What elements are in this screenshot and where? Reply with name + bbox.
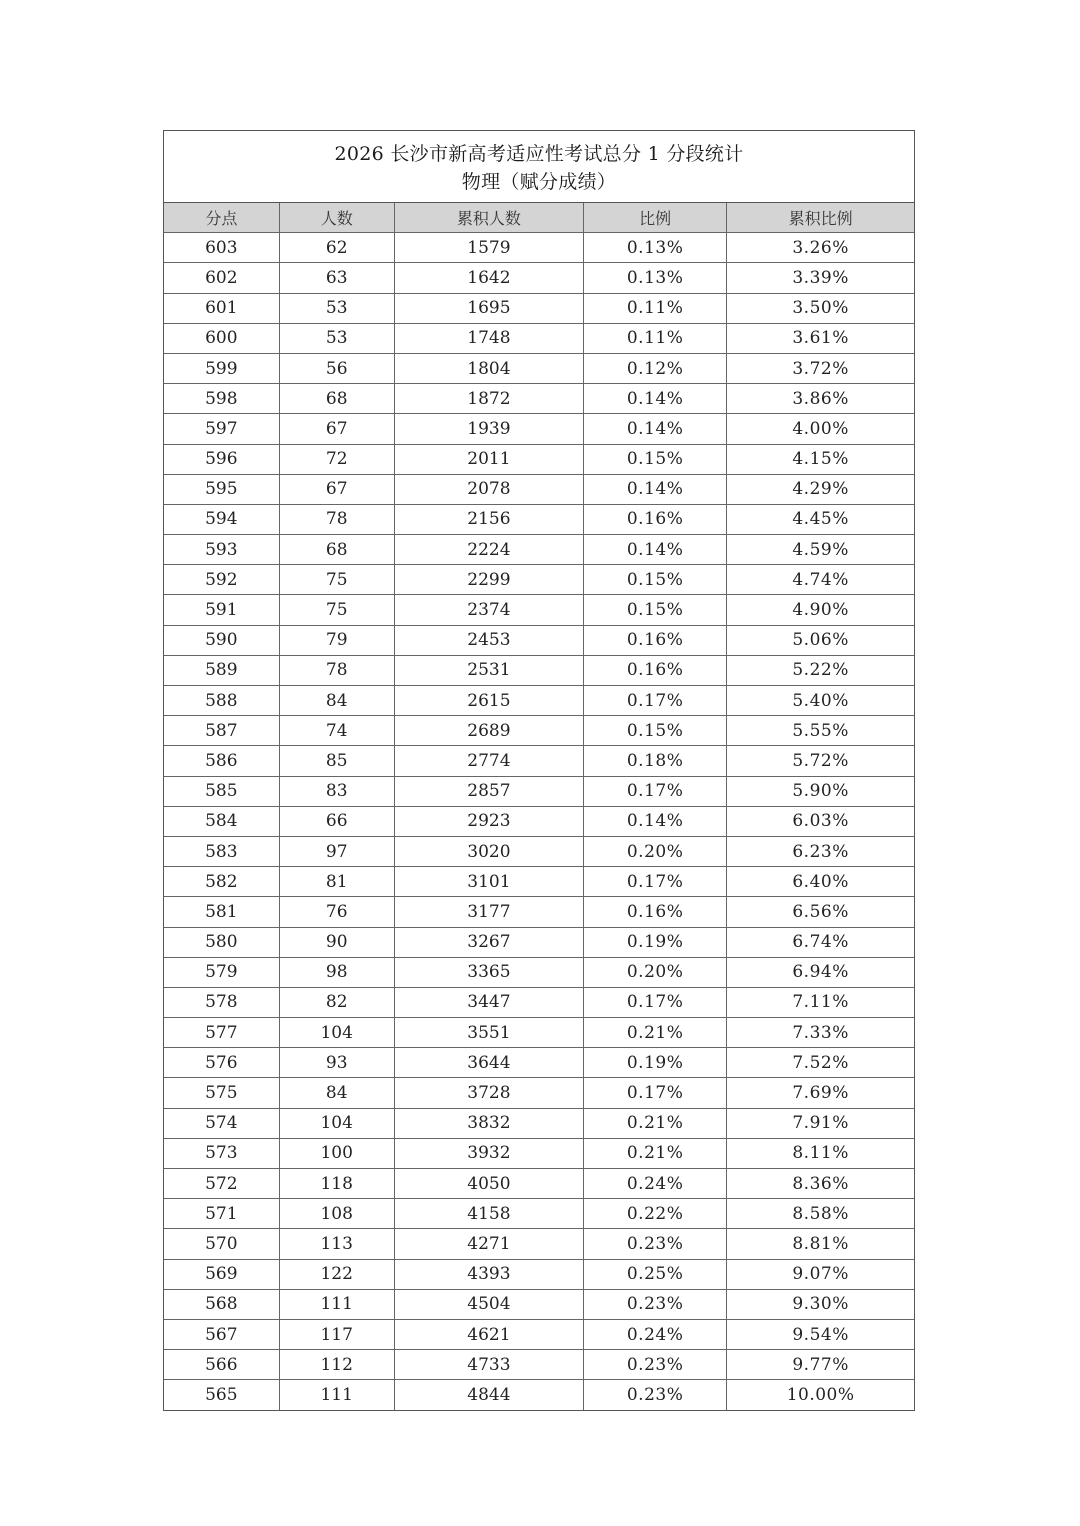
cell-count: 108 bbox=[279, 1199, 394, 1229]
cell-cumulative-ratio: 9.77% bbox=[727, 1350, 914, 1380]
cell-cumulative-count: 4733 bbox=[394, 1350, 583, 1380]
cell-cumulative-count: 3020 bbox=[394, 836, 583, 866]
cell-cumulative-count: 1804 bbox=[394, 353, 583, 383]
table-row bbox=[164, 1169, 914, 1199]
cell-cumulative-count: 4158 bbox=[394, 1199, 583, 1229]
cell-cumulative-count: 2923 bbox=[394, 806, 583, 836]
cell-cumulative-count: 2689 bbox=[394, 716, 583, 746]
cell-cumulative-count: 4271 bbox=[394, 1229, 583, 1259]
cell-count: 113 bbox=[279, 1229, 394, 1259]
cell-cumulative-count: 2156 bbox=[394, 504, 583, 534]
cell-ratio: 0.14% bbox=[584, 474, 727, 504]
cell-ratio: 0.15% bbox=[584, 595, 727, 625]
cell-cumulative-count: 2374 bbox=[394, 595, 583, 625]
cell-score: 580 bbox=[164, 927, 279, 957]
cell-cumulative-count: 3932 bbox=[394, 1138, 583, 1168]
cell-score: 596 bbox=[164, 444, 279, 474]
cell-cumulative-ratio: 4.29% bbox=[727, 474, 914, 504]
cell-count: 63 bbox=[279, 263, 394, 293]
cell-cumulative-count: 2615 bbox=[394, 686, 583, 716]
cell-cumulative-count: 1695 bbox=[394, 293, 583, 323]
table-row bbox=[164, 897, 914, 927]
table-row bbox=[164, 293, 914, 323]
cell-cumulative-ratio: 4.45% bbox=[727, 504, 914, 534]
cell-cumulative-ratio: 6.03% bbox=[727, 806, 914, 836]
cell-ratio: 0.14% bbox=[584, 414, 727, 444]
table-row bbox=[164, 867, 914, 897]
cell-count: 84 bbox=[279, 1078, 394, 1108]
table-row bbox=[164, 323, 914, 353]
table-row bbox=[164, 1138, 914, 1168]
table-row bbox=[164, 1229, 914, 1259]
cell-count: 100 bbox=[279, 1138, 394, 1168]
cell-score: 570 bbox=[164, 1229, 279, 1259]
table-row bbox=[164, 1199, 914, 1229]
cell-cumulative-count: 1872 bbox=[394, 384, 583, 414]
table-row bbox=[164, 655, 914, 685]
cell-cumulative-ratio: 3.26% bbox=[727, 233, 914, 263]
cell-score: 571 bbox=[164, 1199, 279, 1229]
cell-score: 581 bbox=[164, 897, 279, 927]
table-row bbox=[164, 504, 914, 534]
cell-ratio: 0.17% bbox=[584, 987, 727, 1017]
score-table bbox=[164, 203, 914, 1410]
cell-cumulative-ratio: 6.94% bbox=[727, 957, 914, 987]
cell-score: 578 bbox=[164, 987, 279, 1017]
cell-ratio: 0.11% bbox=[584, 293, 727, 323]
cell-ratio: 0.16% bbox=[584, 504, 727, 534]
cell-count: 83 bbox=[279, 776, 394, 806]
cell-count: 74 bbox=[279, 716, 394, 746]
cell-cumulative-ratio: 7.69% bbox=[727, 1078, 914, 1108]
cell-ratio: 0.20% bbox=[584, 836, 727, 866]
cell-ratio: 0.11% bbox=[584, 323, 727, 353]
cell-cumulative-ratio: 6.23% bbox=[727, 836, 914, 866]
cell-count: 75 bbox=[279, 565, 394, 595]
cell-count: 67 bbox=[279, 474, 394, 504]
table-header-row bbox=[164, 203, 914, 233]
table-row bbox=[164, 1380, 914, 1410]
cell-cumulative-ratio: 7.33% bbox=[727, 1018, 914, 1048]
cell-cumulative-ratio: 6.74% bbox=[727, 927, 914, 957]
table-row bbox=[164, 927, 914, 957]
cell-cumulative-count: 2453 bbox=[394, 625, 583, 655]
cell-cumulative-ratio: 5.06% bbox=[727, 625, 914, 655]
cell-count: 111 bbox=[279, 1289, 394, 1319]
cell-cumulative-count: 2224 bbox=[394, 535, 583, 565]
cell-score: 574 bbox=[164, 1108, 279, 1138]
cell-cumulative-count: 2011 bbox=[394, 444, 583, 474]
cell-score: 590 bbox=[164, 625, 279, 655]
cell-count: 56 bbox=[279, 353, 394, 383]
cell-cumulative-ratio: 5.40% bbox=[727, 686, 914, 716]
cell-cumulative-count: 2078 bbox=[394, 474, 583, 504]
table-row bbox=[164, 1108, 914, 1138]
cell-count: 122 bbox=[279, 1259, 394, 1289]
cell-cumulative-ratio: 8.81% bbox=[727, 1229, 914, 1259]
cell-cumulative-ratio: 5.90% bbox=[727, 776, 914, 806]
cell-ratio: 0.25% bbox=[584, 1259, 727, 1289]
cell-count: 93 bbox=[279, 1048, 394, 1078]
cell-ratio: 0.23% bbox=[584, 1229, 727, 1259]
cell-count: 68 bbox=[279, 535, 394, 565]
cell-ratio: 0.23% bbox=[584, 1350, 727, 1380]
cell-ratio: 0.22% bbox=[584, 1199, 727, 1229]
document-subtitle: 物理（赋分成绩） bbox=[461, 170, 617, 193]
cell-cumulative-ratio: 8.36% bbox=[727, 1169, 914, 1199]
title-block bbox=[164, 131, 914, 203]
cell-cumulative-count: 2531 bbox=[394, 655, 583, 685]
cell-count: 81 bbox=[279, 867, 394, 897]
score-distribution-sheet bbox=[163, 130, 915, 1411]
table-row bbox=[164, 957, 914, 987]
cell-score: 582 bbox=[164, 867, 279, 897]
cell-cumulative-count: 4504 bbox=[394, 1289, 583, 1319]
cell-ratio: 0.18% bbox=[584, 746, 727, 776]
cell-cumulative-ratio: 3.50% bbox=[727, 293, 914, 323]
table-row bbox=[164, 535, 914, 565]
cell-score: 583 bbox=[164, 836, 279, 866]
cell-ratio: 0.17% bbox=[584, 776, 727, 806]
table-row bbox=[164, 353, 914, 383]
cell-score: 593 bbox=[164, 535, 279, 565]
cell-count: 53 bbox=[279, 293, 394, 323]
header-cumulative-count: 累积人数 bbox=[394, 203, 583, 233]
cell-ratio: 0.16% bbox=[584, 897, 727, 927]
cell-count: 53 bbox=[279, 323, 394, 353]
cell-ratio: 0.24% bbox=[584, 1319, 727, 1349]
table-row bbox=[164, 806, 914, 836]
cell-score: 592 bbox=[164, 565, 279, 595]
cell-ratio: 0.16% bbox=[584, 625, 727, 655]
table-row bbox=[164, 776, 914, 806]
cell-count: 112 bbox=[279, 1350, 394, 1380]
header-ratio: 比例 bbox=[584, 203, 727, 233]
cell-count: 104 bbox=[279, 1018, 394, 1048]
cell-cumulative-ratio: 3.72% bbox=[727, 353, 914, 383]
cell-count: 98 bbox=[279, 957, 394, 987]
cell-ratio: 0.17% bbox=[584, 867, 727, 897]
table-row bbox=[164, 565, 914, 595]
table-row bbox=[164, 444, 914, 474]
cell-ratio: 0.24% bbox=[584, 1169, 727, 1199]
cell-score: 588 bbox=[164, 686, 279, 716]
cell-cumulative-count: 3447 bbox=[394, 987, 583, 1017]
cell-cumulative-ratio: 8.58% bbox=[727, 1199, 914, 1229]
cell-score: 598 bbox=[164, 384, 279, 414]
table-row bbox=[164, 414, 914, 444]
cell-ratio: 0.14% bbox=[584, 384, 727, 414]
table-row bbox=[164, 233, 914, 263]
cell-ratio: 0.20% bbox=[584, 957, 727, 987]
cell-cumulative-count: 1579 bbox=[394, 233, 583, 263]
cell-count: 85 bbox=[279, 746, 394, 776]
cell-score: 585 bbox=[164, 776, 279, 806]
cell-ratio: 0.12% bbox=[584, 353, 727, 383]
table-row bbox=[164, 1350, 914, 1380]
cell-cumulative-count: 1748 bbox=[394, 323, 583, 353]
cell-score: 577 bbox=[164, 1018, 279, 1048]
cell-cumulative-ratio: 8.11% bbox=[727, 1138, 914, 1168]
header-cumulative-ratio: 累积比例 bbox=[727, 203, 914, 233]
cell-score: 568 bbox=[164, 1289, 279, 1319]
cell-cumulative-ratio: 6.40% bbox=[727, 867, 914, 897]
cell-cumulative-ratio: 3.39% bbox=[727, 263, 914, 293]
cell-cumulative-ratio: 6.56% bbox=[727, 897, 914, 927]
table-row bbox=[164, 595, 914, 625]
table-row bbox=[164, 716, 914, 746]
cell-score: 576 bbox=[164, 1048, 279, 1078]
cell-count: 62 bbox=[279, 233, 394, 263]
table-row bbox=[164, 1289, 914, 1319]
cell-cumulative-count: 3644 bbox=[394, 1048, 583, 1078]
table-row bbox=[164, 1259, 914, 1289]
cell-count: 111 bbox=[279, 1380, 394, 1410]
cell-ratio: 0.19% bbox=[584, 1048, 727, 1078]
cell-cumulative-count: 4621 bbox=[394, 1319, 583, 1349]
table-body bbox=[164, 233, 914, 1410]
cell-cumulative-ratio: 4.59% bbox=[727, 535, 914, 565]
cell-ratio: 0.17% bbox=[584, 1078, 727, 1108]
cell-score: 594 bbox=[164, 504, 279, 534]
cell-count: 78 bbox=[279, 655, 394, 685]
cell-ratio: 0.15% bbox=[584, 444, 727, 474]
cell-cumulative-count: 3267 bbox=[394, 927, 583, 957]
cell-count: 67 bbox=[279, 414, 394, 444]
cell-score: 597 bbox=[164, 414, 279, 444]
cell-cumulative-ratio: 4.90% bbox=[727, 595, 914, 625]
cell-score: 565 bbox=[164, 1380, 279, 1410]
cell-count: 84 bbox=[279, 686, 394, 716]
cell-count: 78 bbox=[279, 504, 394, 534]
table-row bbox=[164, 987, 914, 1017]
cell-cumulative-count: 4393 bbox=[394, 1259, 583, 1289]
cell-cumulative-ratio: 10.00% bbox=[786, 1384, 855, 1405]
cell-ratio: 0.16% bbox=[584, 655, 727, 685]
cell-count: 97 bbox=[279, 836, 394, 866]
cell-cumulative-count: 2299 bbox=[394, 565, 583, 595]
cell-count: 66 bbox=[279, 806, 394, 836]
cell-ratio: 0.13% bbox=[584, 263, 727, 293]
cell-score: 600 bbox=[164, 323, 279, 353]
table-row bbox=[164, 263, 914, 293]
cell-count: 76 bbox=[279, 897, 394, 927]
header-score: 分点 bbox=[164, 203, 279, 233]
cell-count: 68 bbox=[279, 384, 394, 414]
cell-ratio: 0.14% bbox=[584, 535, 727, 565]
cell-cumulative-ratio: 4.15% bbox=[727, 444, 914, 474]
cell-cumulative-ratio: 7.11% bbox=[727, 987, 914, 1017]
table-row bbox=[164, 1048, 914, 1078]
cell-score: 589 bbox=[164, 655, 279, 685]
cell-count: 79 bbox=[279, 625, 394, 655]
cell-ratio: 0.17% bbox=[584, 686, 727, 716]
cell-ratio: 0.23% bbox=[584, 1380, 727, 1410]
cell-cumulative-count: 1642 bbox=[394, 263, 583, 293]
cell-count: 82 bbox=[279, 987, 394, 1017]
cell-score: 579 bbox=[164, 957, 279, 987]
cell-cumulative-ratio: 7.52% bbox=[727, 1048, 914, 1078]
cell-cumulative-count: 3551 bbox=[394, 1018, 583, 1048]
cell-count: 117 bbox=[279, 1319, 394, 1349]
cell-score: 566 bbox=[164, 1350, 279, 1380]
cell-cumulative-ratio: 3.86% bbox=[727, 384, 914, 414]
cell-score: 599 bbox=[164, 353, 279, 383]
cell-cumulative-count: 4050 bbox=[394, 1169, 583, 1199]
table-row bbox=[164, 746, 914, 776]
cell-score: 587 bbox=[164, 716, 279, 746]
cell-ratio: 0.15% bbox=[584, 565, 727, 595]
table-row bbox=[164, 1078, 914, 1108]
cell-score: 602 bbox=[164, 263, 279, 293]
cell-cumulative-ratio: 9.07% bbox=[727, 1259, 914, 1289]
cell-score: 586 bbox=[164, 746, 279, 776]
cell-cumulative-count: 4844 bbox=[394, 1380, 583, 1410]
cell-cumulative-count: 3177 bbox=[394, 897, 583, 927]
cell-cumulative-ratio: 5.72% bbox=[727, 746, 914, 776]
table-row bbox=[164, 1319, 914, 1349]
cell-cumulative-ratio: 3.61% bbox=[727, 323, 914, 353]
cell-count: 104 bbox=[279, 1108, 394, 1138]
table-row bbox=[164, 474, 914, 504]
document-title: 2026 长沙市新高考适应性考试总分 1 分段统计 bbox=[334, 142, 744, 165]
table-row bbox=[164, 625, 914, 655]
table-row bbox=[164, 384, 914, 414]
cell-cumulative-ratio: 9.54% bbox=[727, 1319, 914, 1349]
cell-ratio: 0.21% bbox=[584, 1018, 727, 1048]
cell-cumulative-ratio: 7.91% bbox=[727, 1108, 914, 1138]
cell-score: 575 bbox=[164, 1078, 279, 1108]
cell-score: 573 bbox=[164, 1138, 279, 1168]
cell-score: 595 bbox=[164, 474, 279, 504]
cell-cumulative-count: 2774 bbox=[394, 746, 583, 776]
cell-cumulative-count: 2857 bbox=[394, 776, 583, 806]
cell-cumulative-count: 3832 bbox=[394, 1108, 583, 1138]
cell-ratio: 0.19% bbox=[584, 927, 727, 957]
cell-cumulative-count: 3101 bbox=[394, 867, 583, 897]
cell-cumulative-ratio: 5.22% bbox=[727, 655, 914, 685]
cell-score: 603 bbox=[164, 233, 279, 263]
cell-cumulative-ratio: 5.55% bbox=[727, 716, 914, 746]
cell-score: 601 bbox=[164, 293, 279, 323]
header-count: 人数 bbox=[279, 203, 394, 233]
cell-score: 572 bbox=[164, 1169, 279, 1199]
cell-count: 75 bbox=[279, 595, 394, 625]
cell-count: 72 bbox=[279, 444, 394, 474]
cell-cumulative-ratio: 4.00% bbox=[727, 414, 914, 444]
cell-cumulative-count: 3365 bbox=[394, 957, 583, 987]
cell-ratio: 0.23% bbox=[584, 1289, 727, 1319]
cell-ratio: 0.13% bbox=[584, 233, 727, 263]
table-row bbox=[164, 1018, 914, 1048]
cell-cumulative-ratio: 4.74% bbox=[727, 565, 914, 595]
cell-score: 569 bbox=[164, 1259, 279, 1289]
table-row bbox=[164, 836, 914, 866]
cell-ratio: 0.15% bbox=[584, 716, 727, 746]
cell-count: 118 bbox=[279, 1169, 394, 1199]
cell-score: 584 bbox=[164, 806, 279, 836]
table-row bbox=[164, 686, 914, 716]
cell-ratio: 0.21% bbox=[584, 1138, 727, 1168]
cell-cumulative-ratio: 9.30% bbox=[727, 1289, 914, 1319]
cell-ratio: 0.14% bbox=[584, 806, 727, 836]
cell-cumulative-count: 3728 bbox=[394, 1078, 583, 1108]
cell-score: 591 bbox=[164, 595, 279, 625]
cell-count: 90 bbox=[279, 927, 394, 957]
cell-ratio: 0.21% bbox=[584, 1108, 727, 1138]
cell-score: 567 bbox=[164, 1319, 279, 1349]
cell-cumulative-count: 1939 bbox=[394, 414, 583, 444]
